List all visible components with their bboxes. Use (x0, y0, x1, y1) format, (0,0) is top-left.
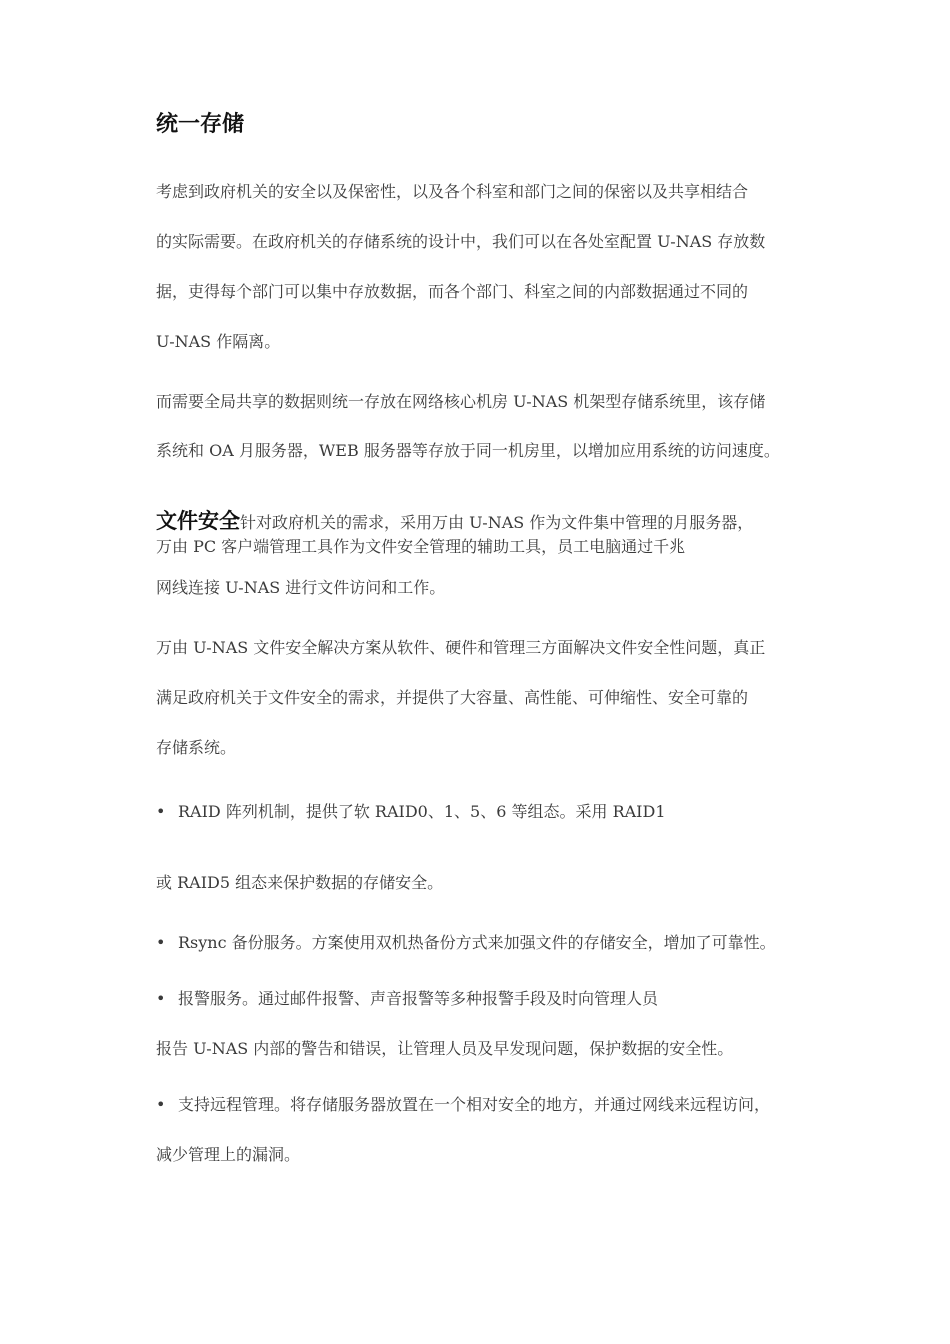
bullet-text: RAID 阵列机制，提供了软 RAID0、1、5、6 等组态。采用 RAID1 (178, 802, 666, 821)
paragraph-line: 网线连接 U-NAS 进行文件访问和工作。 (156, 578, 446, 597)
paragraph-line: 万由 PC 客户端管理工具作为文件安全管理的辅助工具，员工电脑通过千兆 (156, 537, 686, 556)
bullet-item (156, 802, 666, 822)
bullet-icon: • (156, 1095, 166, 1114)
bullet-continuation: 减少管理上的漏洞。 (156, 1145, 301, 1164)
bullet-text: 报警服务。通过邮件报警、声音报警等多种报警手段及时向管理人员 (178, 989, 659, 1008)
bullet-text: 支持远程管理。将存储服务器放置在一个相对安全的地方，并通过网线来远程访问， (178, 1095, 771, 1114)
paragraph-line: 满足政府机关于文件安全的需求，并提供了大容量、高性能、可伸缩性、安全可靠的 (156, 688, 749, 707)
paragraph-line: 系统和 OA 月服务器，WEB 服务器等存放于同一机房里，以增加应用系统的访问速度。 (156, 441, 780, 460)
bullet-continuation: 或 RAID5 组态来保护数据的存储安全。 (156, 873, 444, 892)
bullet-continuation: 报告 U-NAS 内部的警告和错误，让管理人员及早发现问题，保护数据的安全性。 (156, 1039, 734, 1058)
bullet-item (156, 933, 776, 953)
paragraph-line: 而需要全局共享的数据则统一存放在网络核心机房 U-NAS 机架型存储系统里，该存储 (156, 392, 766, 411)
bullet-icon: • (156, 802, 166, 821)
bullet-icon: • (156, 989, 166, 1008)
bullet-icon: • (156, 933, 166, 952)
bullet-item (156, 1095, 770, 1115)
paragraph-line: 据，吏得每个部门可以集中存放数据，而各个部门、科室之间的内部数据通过不同的 (156, 282, 749, 301)
paragraph-line: 考虑到政府机关的安全以及保密性，以及各个科室和部门之间的保密以及共享相结合 (156, 182, 749, 201)
section-heading-line (156, 511, 753, 533)
heading-tail-text: 针对政府机关的需求，采用万由 U-NAS 作为文件集中管理的月服务器， (240, 513, 754, 532)
paragraph-line: 的实际需要。在政府机关的存储系统的设计中，我们可以在各处室配置 U-NAS 存放数 (156, 232, 766, 251)
paragraph-line: U-NAS 作隔离。 (156, 332, 281, 351)
section-heading-file-security: 文件安全 (156, 509, 240, 533)
bullet-text: Rsync 备份服务。方案使用双机热备份方式来加强文件的存储安全，增加了可靠性。 (178, 933, 776, 952)
bullet-item (156, 989, 658, 1009)
paragraph-line: 万由 U-NAS 文件安全解决方案从软件、硬件和管理三方面解决文件安全性问题，真正 (156, 638, 766, 657)
section-heading-unified-storage: 统一存储 (156, 112, 245, 137)
paragraph-line: 存储系统。 (156, 738, 237, 757)
